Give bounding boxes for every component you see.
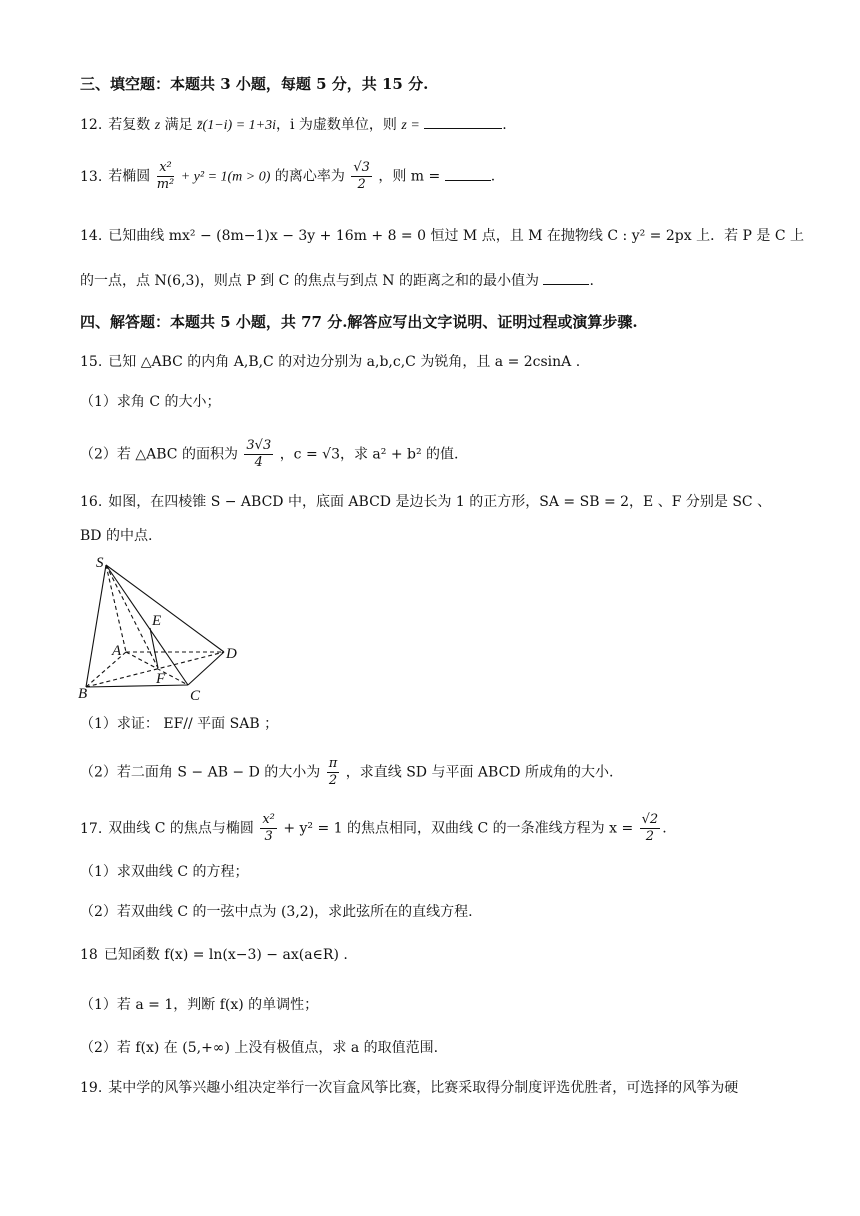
q13-e-top: √3 <box>353 160 370 175</box>
question-13 <box>80 160 495 193</box>
q15-p2-post: ，c = √3，求 a² + b² 的值. <box>279 446 459 463</box>
pyramid-diagram <box>78 555 248 705</box>
q15-p2-pre: （2）若 △ABC 的面积为 <box>80 446 238 463</box>
question-12 <box>80 114 507 136</box>
label-A: A <box>112 643 122 659</box>
q15-stem: 已知 △ABC 的内角 A,B,C 的对边分别为 a,b,c,C 为锐角，且 a = 2csinA . <box>108 354 581 370</box>
question-number: 18 <box>80 947 98 963</box>
label-E: E <box>152 613 162 629</box>
q13-pre: 若椭圆 <box>108 168 151 185</box>
q17-part-2: （2）若双曲线 C 的一弦中点为 (3,2)，求此弦所在的直线方程. <box>80 904 473 920</box>
q19-stem: 某中学的风筝兴趣小组决定举行一次盲盒风筝比赛，比赛采取得分制度评选优胜者，可选择的风筝为硬 <box>108 1080 739 1096</box>
q16-part-1: （1）求证： EF// 平面 SAB ； <box>80 716 279 732</box>
q17-d-bottom: 2 <box>645 829 655 844</box>
question-14-line-1 <box>80 226 804 246</box>
question-number: 14. <box>80 228 103 244</box>
q17-directrix-fraction <box>640 812 661 845</box>
question-17 <box>80 812 667 845</box>
question-14-line-2 <box>80 270 594 291</box>
q12-mid: 满足 <box>164 117 193 133</box>
answer-blank[interactable] <box>543 270 589 285</box>
q16-p2-post: ，求直线 SD 与平面 ABCD 所成角的大小. <box>345 764 614 781</box>
question-number: 16. <box>80 494 103 510</box>
q17-part-1: （1）求双曲线 C 的方程； <box>80 864 249 880</box>
question-number: 12. <box>80 117 103 133</box>
label-C: C <box>190 688 201 704</box>
question-18 <box>80 945 348 965</box>
q18-part-2: （2）若 f(x) 在 (5,+∞) 上没有极值点，求 a 的取值范围. <box>80 1040 439 1056</box>
q17-frac-bottom: 3 <box>264 829 273 844</box>
q12-answer-lead: z = <box>401 118 420 133</box>
question-16-line-2: BD 的中点. <box>80 528 153 544</box>
q17-pre: 双曲线 C 的焦点与椭圆 <box>108 820 254 837</box>
q17-tail: . <box>662 820 667 837</box>
pyramid-figure <box>78 555 248 709</box>
q17-frac-top: x² <box>262 812 275 827</box>
edge-SB <box>86 565 106 687</box>
q15-part-2 <box>80 438 459 471</box>
q15-area-fraction <box>244 438 273 471</box>
q16-frac-bottom: 2 <box>328 773 338 788</box>
edge-SD <box>106 565 224 652</box>
q18-part-1: （1）若 a = 1，判断 f(x) 的单调性； <box>80 997 319 1013</box>
q15-frac-top: 3√3 <box>246 438 272 453</box>
q13-equation: + y² = 1(m > 0) <box>180 169 271 185</box>
q16-frac-top: π <box>328 756 338 771</box>
q12-var: z <box>154 118 161 133</box>
edge-CD <box>188 652 224 685</box>
section-title-answer: 四、解答题：本题共 5 小题，共 77 分.解答应写出文字说明、证明过程或演算步骤. <box>80 313 638 331</box>
q13-frac-top: x² <box>157 160 175 177</box>
q12-pre: 若复数 <box>108 117 151 133</box>
q14-text-1: 已知曲线 mx² − (8m−1)x − 3y + 16m + 8 = 0 恒过 M 点，且 M 在抛物线 C : y² = 2px 上．若 P 是 C 上 <box>108 228 805 244</box>
q17-ellipse-fraction <box>260 812 277 845</box>
q13-frac-bottom: m² <box>156 177 175 192</box>
question-number: 17. <box>80 820 103 837</box>
edge-SC <box>106 565 188 685</box>
q15-part-1: （1）求角 C 的大小； <box>80 394 221 410</box>
answer-blank[interactable] <box>424 114 502 129</box>
section-title-fill-in: 三、填空题：本题共 3 小题，每题 5 分，共 15 分. <box>80 75 429 93</box>
q12-tail: . <box>502 117 507 133</box>
label-F: F <box>156 671 166 687</box>
question-16-line-1 <box>80 492 771 512</box>
q13-eccentricity <box>351 160 372 193</box>
q18-stem: 已知函数 f(x) = ln(x−3) − ax(a∈R) . <box>103 947 348 963</box>
q14-text-2: 的一点，点 N(6,3)，则点 P 到 C 的焦点与到点 N 的距离之和的最小值为 <box>80 273 539 289</box>
question-number: 19. <box>80 1080 103 1096</box>
q13-fraction <box>157 160 175 193</box>
answer-blank[interactable] <box>445 166 491 181</box>
q13-answer-lead: ，则 m = <box>378 168 441 185</box>
q13-e-bottom: 2 <box>357 177 366 192</box>
edge-BC <box>86 685 188 687</box>
q17-d-top: √2 <box>641 812 659 827</box>
q14-tail: . <box>589 273 594 289</box>
label-D: D <box>226 646 237 662</box>
q17-mid: + y² = 1 的焦点相同，双曲线 C 的一条准线方程为 x = <box>283 820 634 837</box>
q12-text: ，i 为虚数单位，则 <box>275 117 397 133</box>
q16-p2-pre: （2）若二面角 S − AB − D 的大小为 <box>80 764 321 781</box>
q16-part-2 <box>80 756 613 789</box>
question-19 <box>80 1078 738 1098</box>
segment-EF-visible <box>150 628 158 668</box>
q16-angle-fraction <box>327 756 340 789</box>
label-S: S <box>96 555 104 571</box>
q16-text-1: 如图，在四棱锥 S − ABCD 中，底面 ABCD 是边长为 1 的正方形，SA = SB = 2，E 、F 分别是 SC 、 <box>108 494 772 510</box>
q15-frac-bottom: 4 <box>254 455 263 470</box>
question-number: 13. <box>80 168 103 185</box>
question-number: 15. <box>80 354 103 370</box>
q13-tail: . <box>490 168 496 185</box>
label-B: B <box>78 686 88 702</box>
q13-mid: 的离心率为 <box>274 168 345 185</box>
diagonal-BD <box>86 652 224 687</box>
question-15 <box>80 352 580 372</box>
q12-equation: z̄(1−i) = 1+3i <box>197 118 276 133</box>
